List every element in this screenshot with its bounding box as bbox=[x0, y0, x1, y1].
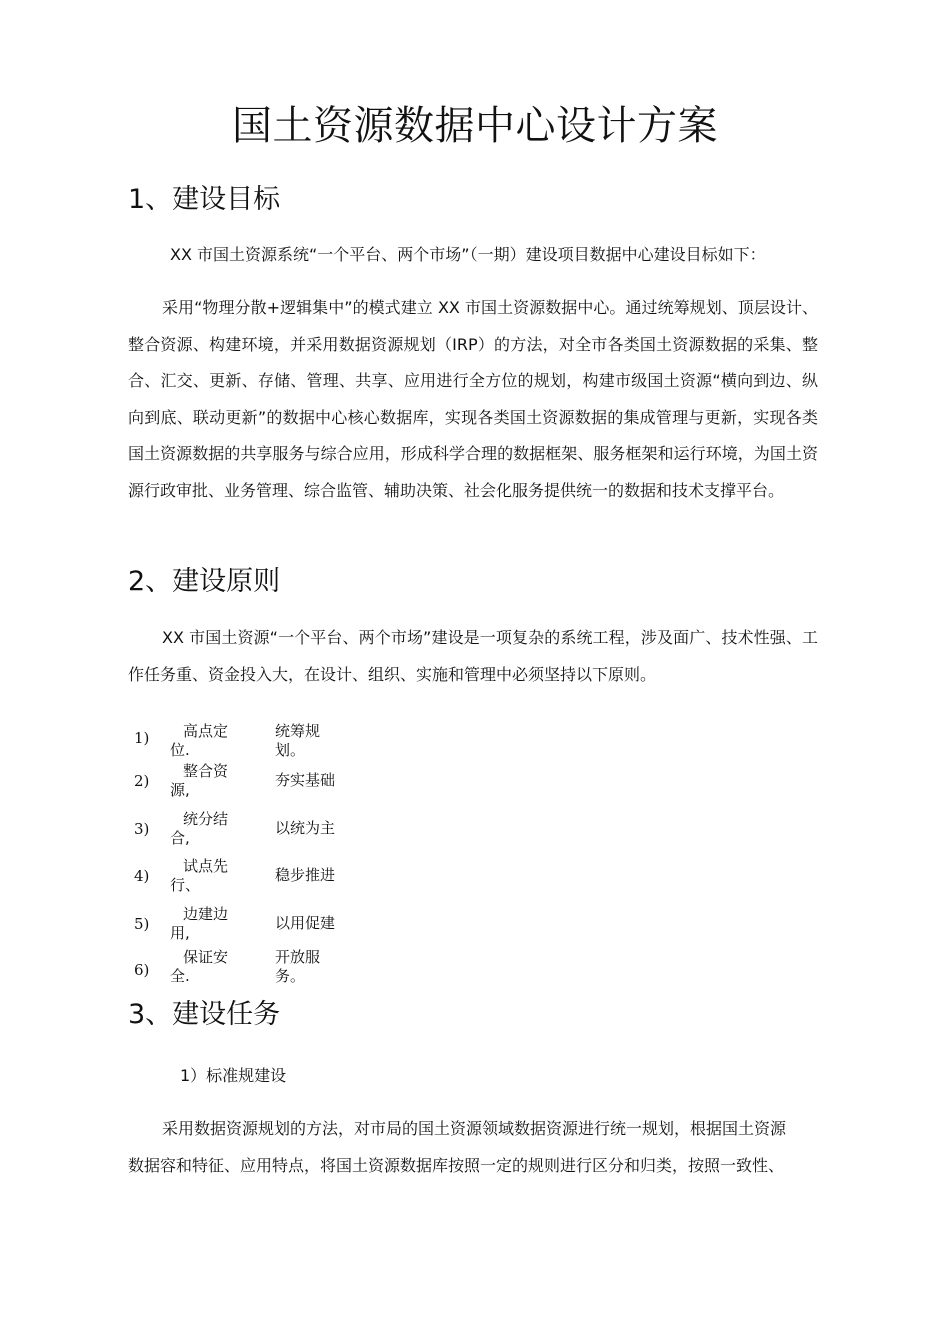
section-paragraph: XX 市国土资源“一个平台、两个市场”建设是一项复杂的系统工程，涉及面广、技术性强、工作任务重、资金投入大，在设计、组织、实施和管理中必须坚持以下原则。 bbox=[128, 628, 818, 684]
section-intro: XX 市国土资源系统“一个平台、两个市场”（一期）建设项目数据中心建设目标如下： bbox=[170, 245, 766, 264]
principle-right-text: 以用促建 bbox=[275, 914, 336, 932]
list-number: 1) bbox=[134, 729, 150, 747]
principle-left-text: 高点定 位. bbox=[170, 722, 229, 759]
section-heading-goals: 1、建设目标 bbox=[128, 184, 281, 215]
list-item bbox=[128, 948, 428, 990]
section-heading-principles: 2、建设原则 bbox=[128, 566, 281, 597]
principle-left-text: 边建边 用, bbox=[170, 905, 229, 942]
document-title: 国土资源数据中心设计方案 bbox=[232, 103, 718, 149]
subsection-heading: 1）标准规建设 bbox=[180, 1066, 287, 1085]
principles-list bbox=[128, 718, 428, 985]
principle-right-text: 夯实基础 bbox=[275, 771, 336, 789]
list-item bbox=[128, 905, 428, 947]
principle-right-text: 稳步推进 bbox=[275, 866, 336, 884]
principle-left-text: 统分结 合, bbox=[170, 810, 229, 847]
principle-right-text: 统筹规 划。 bbox=[275, 722, 321, 759]
section-heading-tasks: 3、建设任务 bbox=[128, 999, 281, 1030]
principle-left-text: 整合资 源, bbox=[170, 762, 229, 799]
list-number: 5) bbox=[134, 915, 150, 933]
list-item bbox=[128, 722, 428, 764]
list-item bbox=[128, 857, 428, 899]
section-paragraph-line: 采用数据资源规划的方法，对市局的国土资源领域数据资源进行统一规划，根据国土资源 bbox=[162, 1119, 787, 1138]
list-number: 6) bbox=[134, 961, 150, 979]
list-number: 3) bbox=[134, 820, 150, 838]
section-paragraph: 采用“物理分散+逻辑集中”的模式建立 XX 市国土资源数据中心。通过统筹规划、顶层设计、整合资源、构建环境，并采用数据资源规划（IRP）的方法，对全市各类国土资源数据的采集、整合、汇交、更新、存储、管理、共享、应用进行全方位的规划，构建市级国土资源“横向到边、纵向到底、联动更新”的数据中心核心数据库，实现各类国土资源数据的集成管理与更新，实现各类国土资源数据的共享服务与综合应用，形成科学合理的数据框架、服务框架和运行环境，为国土资源行政审批、业务管理、综合监管、辅助决策、社会化服务提供统一的数据和技术支撑平台。 bbox=[128, 298, 818, 500]
list-number: 4) bbox=[134, 867, 150, 885]
section-paragraph-line: 数据容和特征、应用特点，将国土资源数据库按照一定的规则进行区分和归类，按照一致性、 bbox=[128, 1156, 785, 1175]
principle-right-text: 以统为主 bbox=[275, 819, 336, 837]
principle-left-text: 保证安 全. bbox=[170, 948, 229, 985]
principle-left-text: 试点先 行、 bbox=[170, 857, 229, 894]
list-item bbox=[128, 762, 428, 804]
principle-right-text: 开放服 务。 bbox=[275, 948, 321, 985]
list-item bbox=[128, 810, 428, 852]
list-number: 2) bbox=[134, 772, 150, 790]
